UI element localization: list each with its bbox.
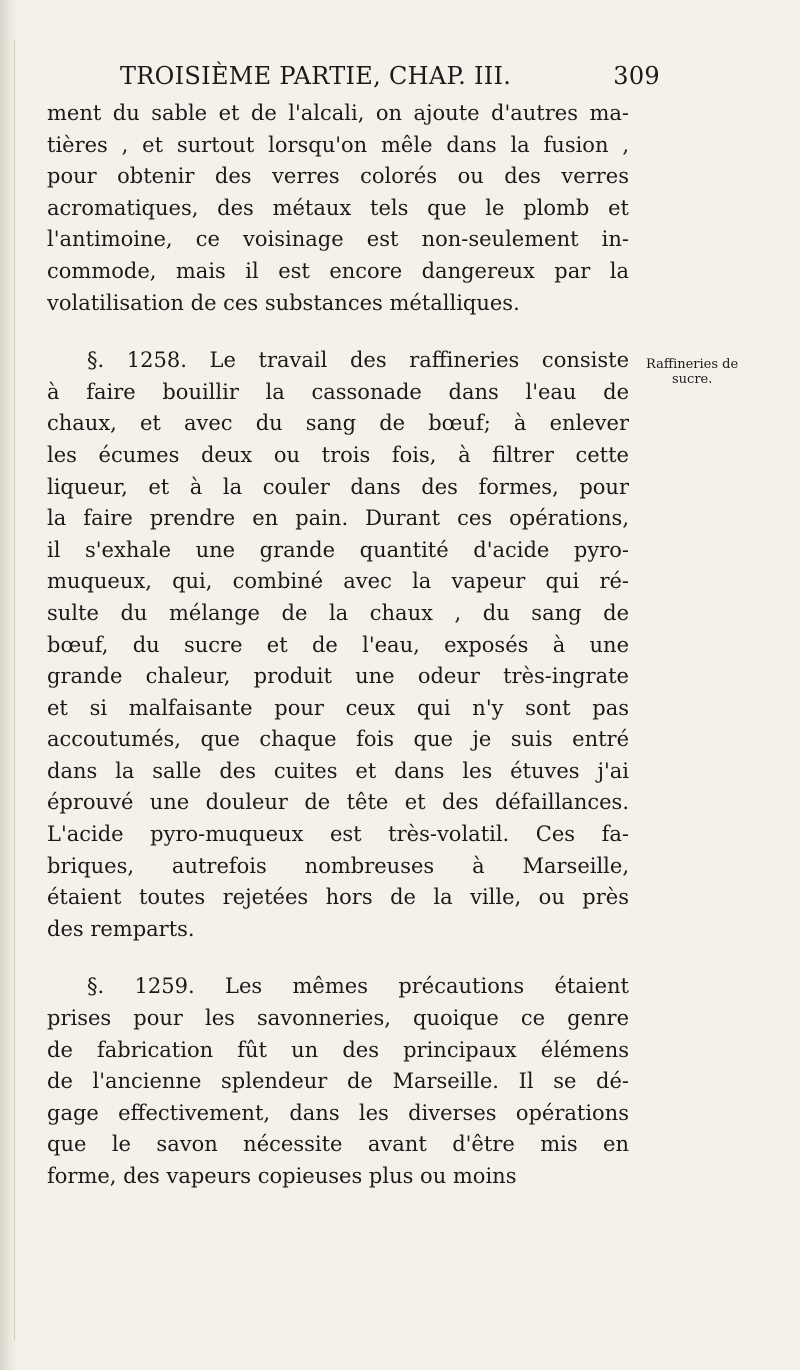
page-header [120,62,660,96]
text-line: pour obtenir des verres colorés ou des verres [47,164,629,189]
text-line: chaux, et avec du sang de bœuf; à enlever [47,411,629,436]
marginal-note [646,357,796,387]
page-binding-edge [0,0,18,1370]
text-line: commode, mais il est encore dangereux par la [47,258,629,283]
gutter-line [14,40,15,1340]
text-line: grande chaleur, produit une odeur très-ingrate [47,664,629,689]
text-line: et si malfaisante pour ceux qui n'y sont pas [47,695,629,720]
text-line: l'antimoine, ce voisinage est non-seulement in- [47,227,629,252]
text-line: de fabrication fût un des principaux élémens [47,1037,629,1062]
text-line: les écumes deux ou trois fois, à filtrer cette [47,442,629,467]
body-text [47,98,629,1193]
text-line: il s'exhale une grande quantité d'acide pyro- [47,537,629,562]
text-line: §. 1259. Les mêmes précautions étaient [87,974,629,999]
paragraph-gap [47,319,629,345]
text-line: ment du sable et de l'alcali, on ajoute d'autres ma- [47,101,629,125]
text-line: forme, des vapeurs copieuses plus ou moins [47,1164,517,1188]
text-line: muqueux, qui, combiné avec la vapeur qui ré- [47,569,629,594]
text-line: la faire prendre en pain. Durant ces opérations, [47,506,629,531]
text-line: briques, autrefois nombreuses à Marseille, [47,853,629,878]
text-line: étaient toutes rejetées hors de la ville, ou près [47,885,629,910]
text-line: prises pour les savonneries, quoique ce genre [47,1006,629,1031]
text-line: gage effectivement, dans les diverses opérations [47,1100,629,1125]
running-title: TROISIÈME PARTIE, CHAP. III. [120,62,512,90]
text-line: de l'ancienne splendeur de Marseille. Il se dé- [47,1069,629,1094]
text-line: accoutumés, que chaque fois que je suis entré [47,727,629,752]
text-line: volatilisation de ces substances métalliques. [47,290,520,315]
text-line: bœuf, du sucre et de l'eau, exposés à une [47,632,629,657]
text-line: à faire bouillir la cassonade dans l'eau de [47,379,629,404]
text-line: §. 1258. Le travail des raffineries consiste [87,348,629,373]
marginal-note-line: sucre. [672,372,713,387]
marginal-note-line: Raffineries de [646,357,739,372]
text-line: L'acide pyro-muqueux est très-volatil. Ces fa- [47,822,629,847]
text-line: sulte du mélange de la chaux , du sang de [47,600,629,625]
paragraph-continuation [47,98,629,319]
paragraph-gap [47,945,629,971]
paragraph-1259 [47,971,629,1192]
text-line: que le savon nécessite avant d'être mis en [47,1132,629,1157]
text-line: dans la salle des cuites et dans les étuves j'ai [47,758,629,783]
text-line: des remparts. [47,916,195,941]
text-line: liqueur, et à la couler dans des formes, pour [47,474,629,499]
text-line: acromatiques, des métaux tels que le plomb et [47,195,629,220]
text-line: tières , et surtout lorsqu'on mêle dans la fusion , [47,132,629,157]
page-number: 309 [613,62,660,90]
paragraph-1258 [47,345,629,945]
text-line: éprouvé une douleur de tête et des défaillances. [47,790,629,815]
